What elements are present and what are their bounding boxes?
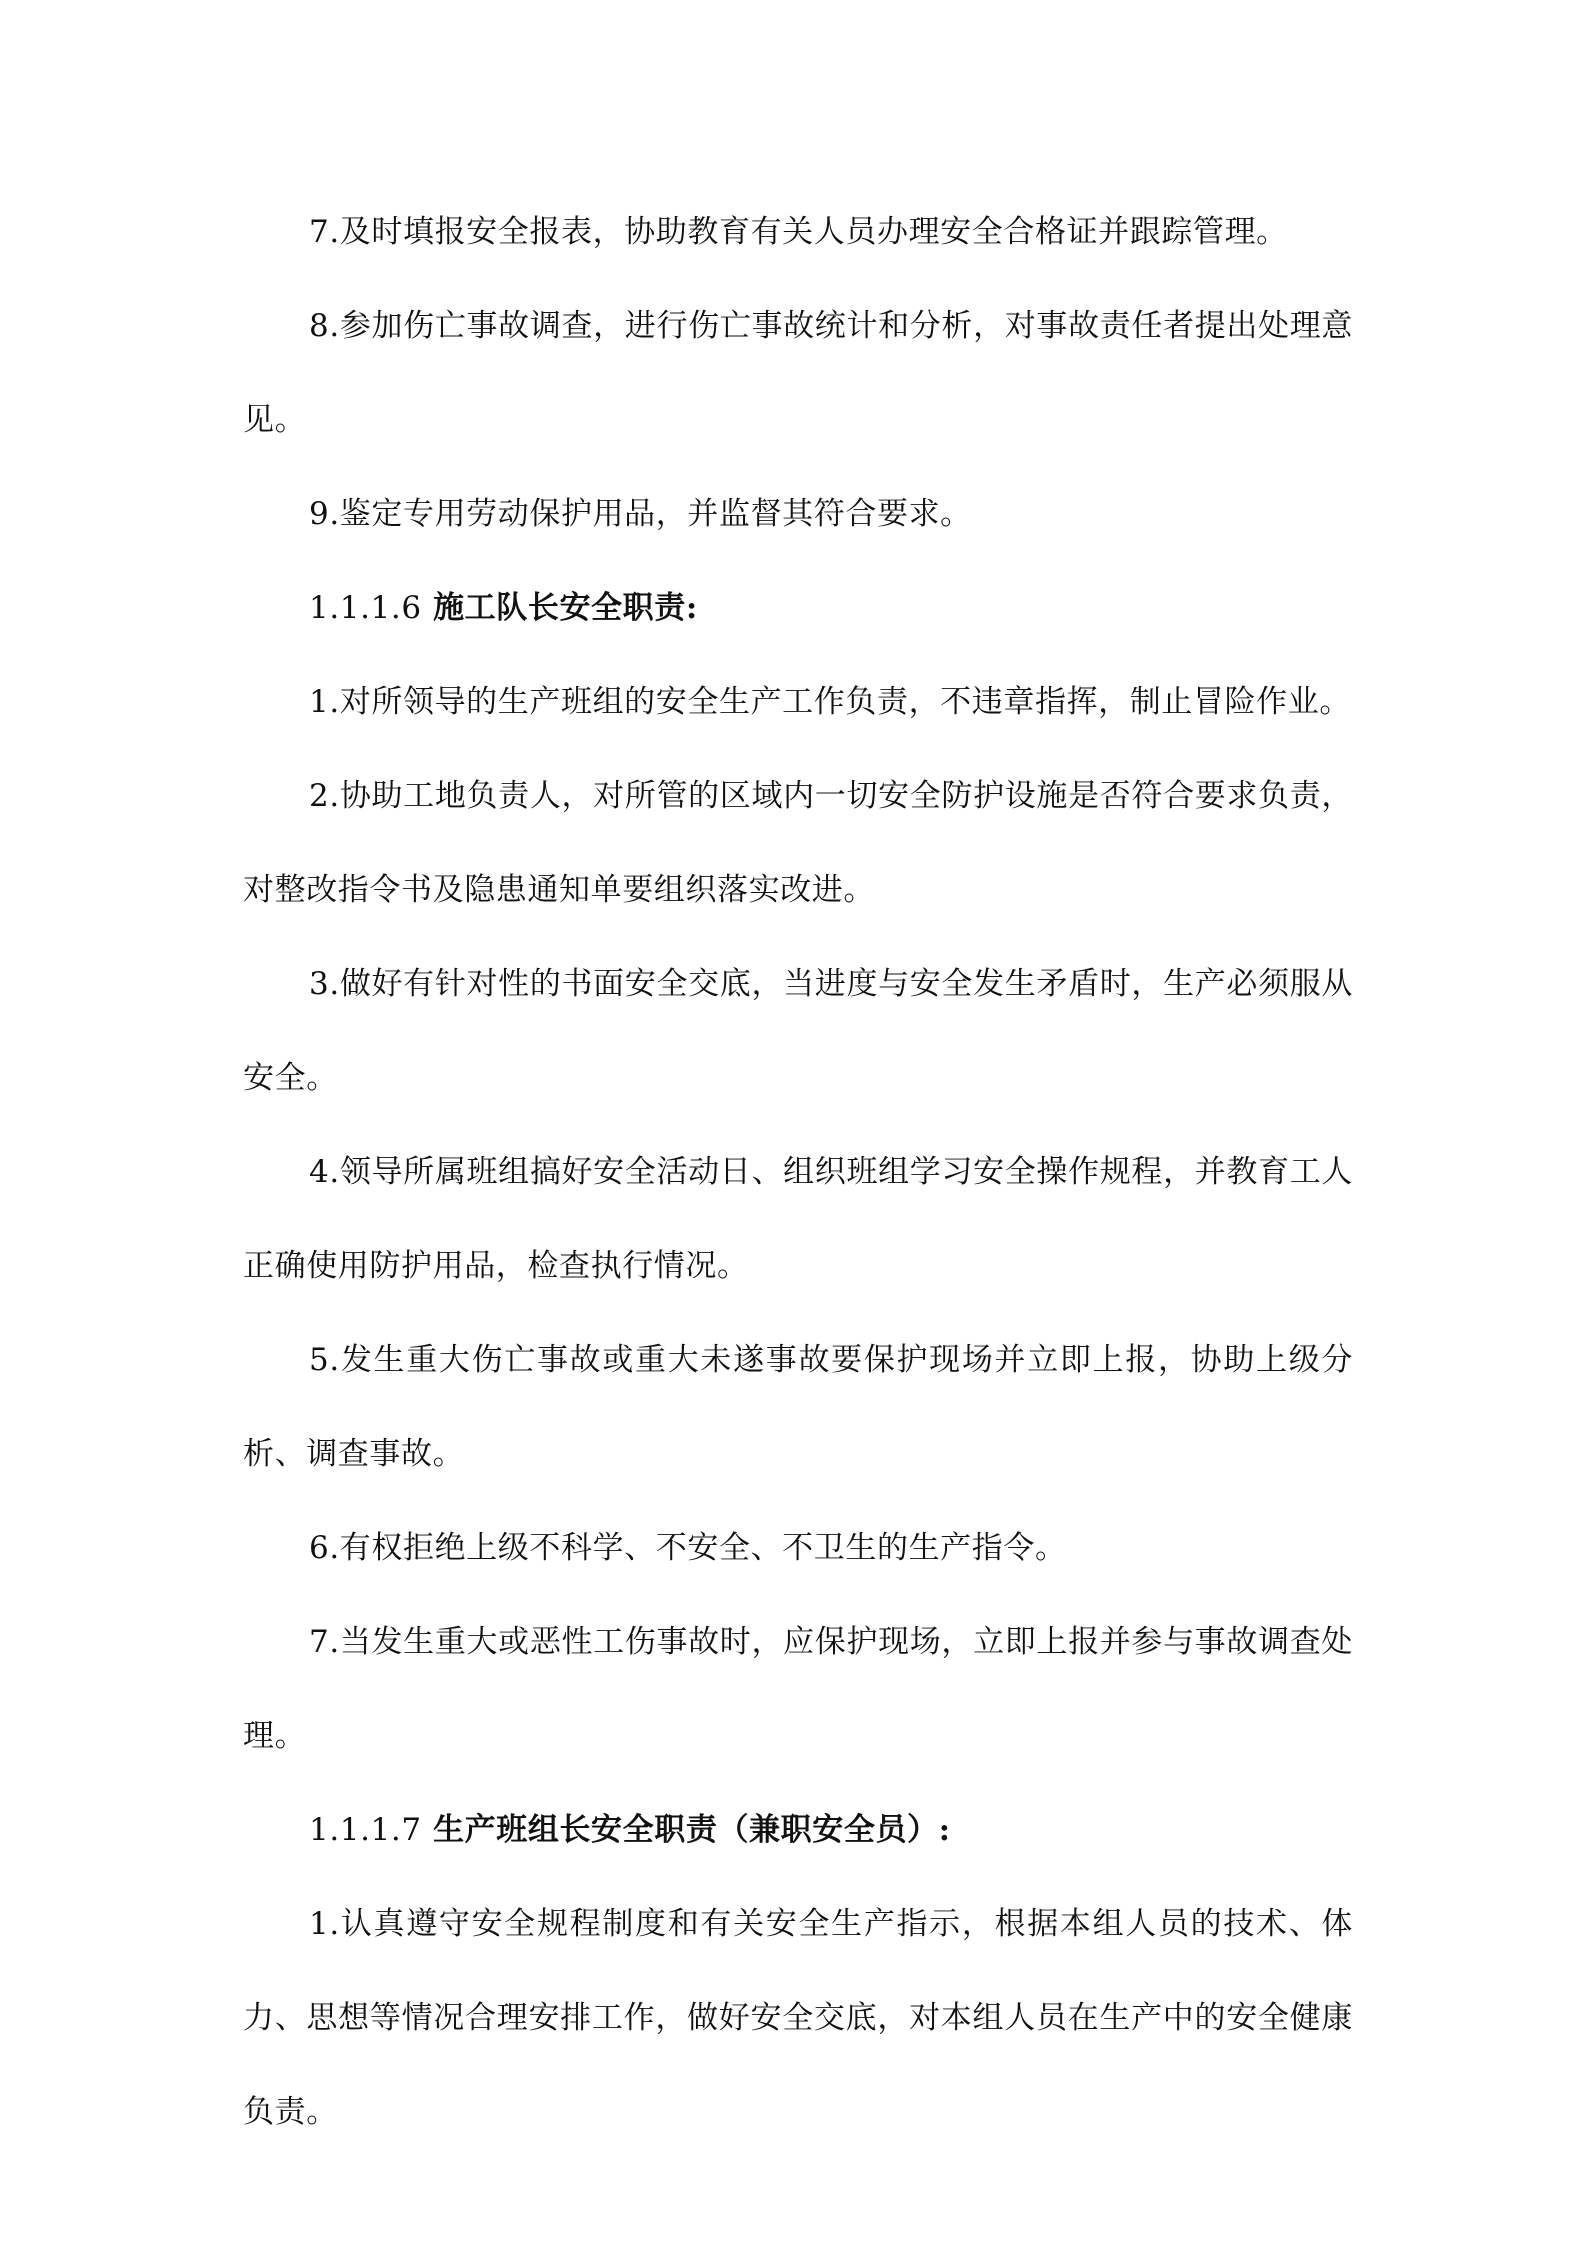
section-number-1117: 1.1.1.7 xyxy=(309,1812,422,1848)
paragraph-9-protective-equipment: 9.鉴定专用劳动保护用品，并监督其符合要求。 xyxy=(309,496,972,532)
paragraph-8-accident-investigation: 8.参加伤亡事故调查，进行伤亡事故统计和分析，对事故责任者提出处理意见。 xyxy=(243,308,1353,438)
section-heading-1116 xyxy=(243,561,1353,655)
section-1116-item-1: 1.对所领导的生产班组的安全生产工作负责，不违章指挥，制止冒险作业。 xyxy=(309,684,1351,720)
section-1116-item-5: 5.发生重大伤亡事故或重大未遂事故要保护现场并立即上报，协助上级分析、调查事故。 xyxy=(243,1342,1353,1472)
section-1117-item-1: 1.认真遵守安全规程制度和有关安全生产指示，根据本组人员的技术、体力、思想等情况合理安排工作，做好安全交底，对本组人员在生产中的安全健康负责。 xyxy=(243,1906,1353,2130)
section-title-1116: 施工队长安全职责: xyxy=(433,590,698,626)
section-1116-item-7: 7.当发生重大或恶性工伤事故时，应保护现场，立即上报并参与事故调查处理。 xyxy=(243,1624,1353,1754)
section-1116-item-6: 6.有权拒绝上级不科学、不安全、不卫生的生产指令。 xyxy=(309,1530,1067,1566)
section-1116-item-2: 2.协助工地负责人，对所管的区域内一切安全防护设施是否符合要求负责，对整改指令书及隐患通知单要组织落实改进。 xyxy=(243,778,1353,908)
section-heading-1117 xyxy=(243,1783,1353,1877)
document-page xyxy=(243,185,1353,2159)
section-1116-item-3: 3.做好有针对性的书面安全交底，当进度与安全发生矛盾时，生产必须服从安全。 xyxy=(243,966,1353,1096)
section-title-1117: 生产班组长安全职责（兼职安全员）: xyxy=(433,1812,951,1848)
section-number-1116: 1.1.1.6 xyxy=(309,590,422,626)
section-1116-item-4: 4.领导所属班组搞好安全活动日、组织班组学习安全操作规程，并教育工人正确使用防护用品，检查执行情况。 xyxy=(243,1154,1353,1284)
paragraph-7-safety-reports: 7.及时填报安全报表，协助教育有关人员办理安全合格证并跟踪管理。 xyxy=(309,214,1288,250)
